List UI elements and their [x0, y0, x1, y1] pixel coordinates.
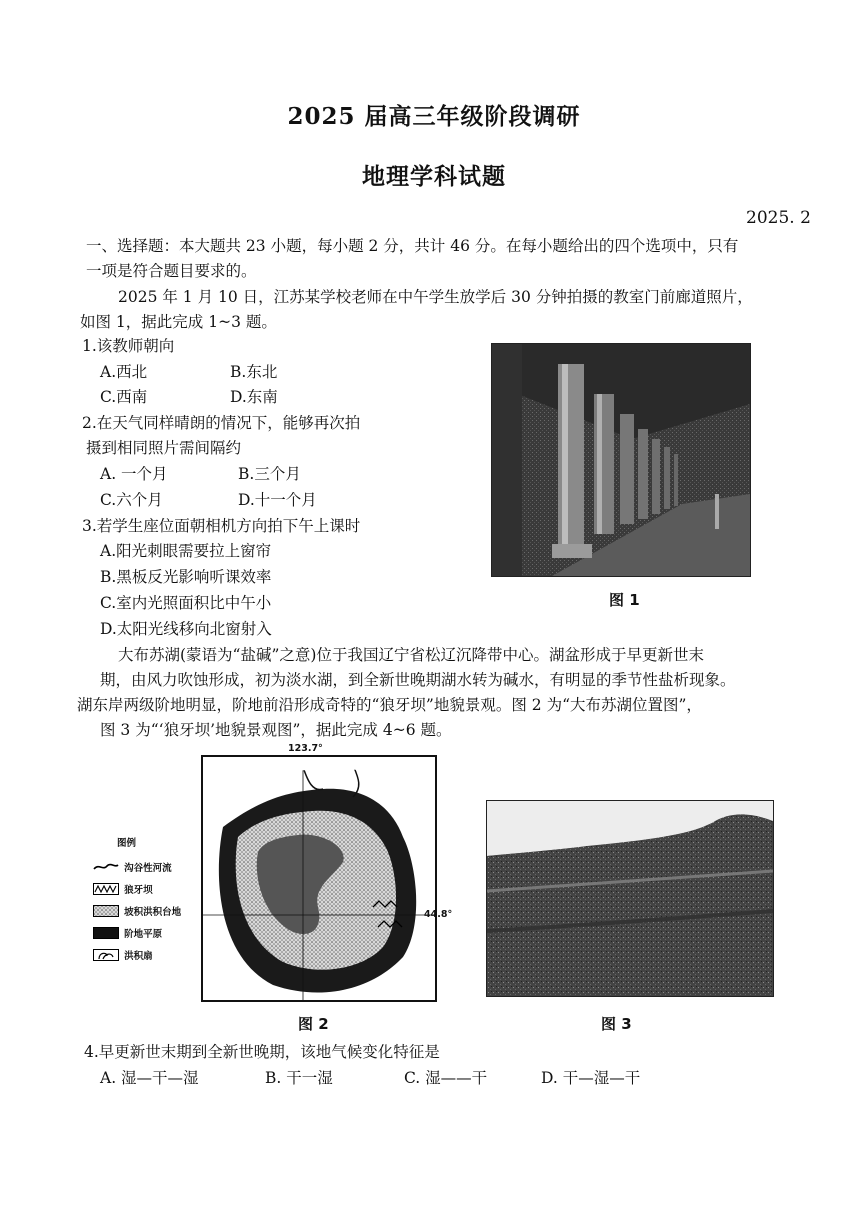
q3-option-b: B.黑板反光影响听课效率 — [100, 568, 272, 586]
platform-symbol-icon — [93, 905, 119, 917]
map-longitude-label: 123.7° — [288, 743, 323, 754]
figure1-corridor-photo — [491, 343, 751, 577]
q2-option-d: D.十一个月 — [238, 491, 317, 509]
q2-option-c: C.六个月 — [100, 491, 163, 509]
exam-date: 2025. 2 — [746, 208, 811, 228]
exam-subtitle: 地理学科试题 — [362, 163, 506, 190]
legend-title: 图例 — [117, 838, 137, 849]
q1-stem: 1.该教师朝向 — [82, 337, 175, 355]
alluvial-fan-symbol-icon — [93, 949, 119, 961]
q3-option-c: C.室内光照面积比中午小 — [100, 594, 272, 612]
legend-item-river: 沟谷性河流 — [93, 856, 172, 875]
terrace-symbol-icon — [93, 927, 119, 939]
q4-option-a: A. 湿—干—湿 — [100, 1069, 199, 1087]
q4-option-d: D. 干—湿—干 — [541, 1069, 641, 1087]
q4-stem: 4.早更新世末期到全新世晚期，该地气候变化特征是 — [84, 1043, 440, 1061]
figure1-caption: 图 1 — [609, 591, 640, 609]
passage1-line1: 2025 年 1 月 10 日，江苏某学校老师在中午学生放学后 30 分钟拍摄的教室门前廊道照片， — [118, 288, 753, 306]
figure3-landscape-photo — [486, 800, 774, 997]
passage2-line1: 大布苏湖(蒙语为“盐碱”之意)位于我国辽宁省松辽沉降带中心。湖盆形成于早更新世末 — [118, 646, 704, 664]
q4-option-b: B. 干一湿 — [265, 1069, 333, 1087]
section-instruction-line1: 一、选择题：本大题共 23 小题，每小题 2 分，共计 46 分。在每小题给出的四个选项中，只有 — [86, 237, 739, 255]
passage2-line3: 湖东岸两级阶地明显，阶地前沿形成奇特的“狼牙坝”地貌景观。图 2 为“大布苏湖位置图”， — [77, 696, 702, 714]
q1-option-a: A.西北 — [100, 363, 148, 381]
map-latitude-label: 44.8° — [424, 909, 453, 920]
legend-item-terrace: 阶地平原 — [93, 922, 162, 941]
figure2-lake-map — [201, 755, 437, 1002]
lake-map-graphic — [203, 757, 435, 1000]
q2-option-a: A. 一个月 — [100, 465, 168, 483]
legend-item-platform: 坡积洪积台地 — [93, 900, 181, 919]
q2-option-b: B.三个月 — [238, 465, 301, 483]
q2-stem-line1: 2.在天气同样晴朗的情况下，能够再次拍 — [82, 414, 361, 432]
corridor-photo-graphic — [492, 344, 750, 576]
q3-option-d: D.太阳光线移向北窗射入 — [100, 620, 272, 638]
wolf-tooth-symbol-icon — [93, 883, 119, 895]
q1-option-b: B.东北 — [230, 363, 278, 381]
passage1-line2: 如图 1，据此完成 1~3 题。 — [80, 313, 277, 331]
q3-stem: 3.若学生座位面朝相机方向拍下午上课时 — [82, 517, 361, 535]
q1-option-c: C.西南 — [100, 388, 148, 406]
legend-item-alluvial-fan: 洪积扇 — [93, 944, 153, 963]
passage2-line4: 图 3 为“‘狼牙坝’地貌景观图”，据此完成 4~6 题。 — [100, 721, 452, 739]
passage2-line2: 期，由风力吹蚀形成，初为淡水湖，到全新世晚期湖水转为碱水，有明显的季节性盐析现象。 — [100, 671, 736, 689]
landscape-photo-graphic — [487, 801, 773, 996]
q4-option-c: C. 湿——干 — [404, 1069, 488, 1087]
q2-stem-line2: 摄到相同照片需间隔约 — [86, 439, 242, 457]
figure2-caption: 图 2 — [298, 1015, 329, 1033]
exam-title: 2025 届高三年级阶段调研 — [287, 103, 581, 130]
legend-item-wolf-tooth: 狼牙坝 — [93, 878, 153, 897]
q3-option-a: A.阳光刺眼需要拉上窗帘 — [100, 542, 272, 560]
section-instruction-line2: 一项是符合题目要求的。 — [86, 262, 257, 280]
river-symbol-icon — [93, 861, 119, 873]
q1-option-d: D.东南 — [230, 388, 278, 406]
figure3-caption: 图 3 — [601, 1015, 632, 1033]
